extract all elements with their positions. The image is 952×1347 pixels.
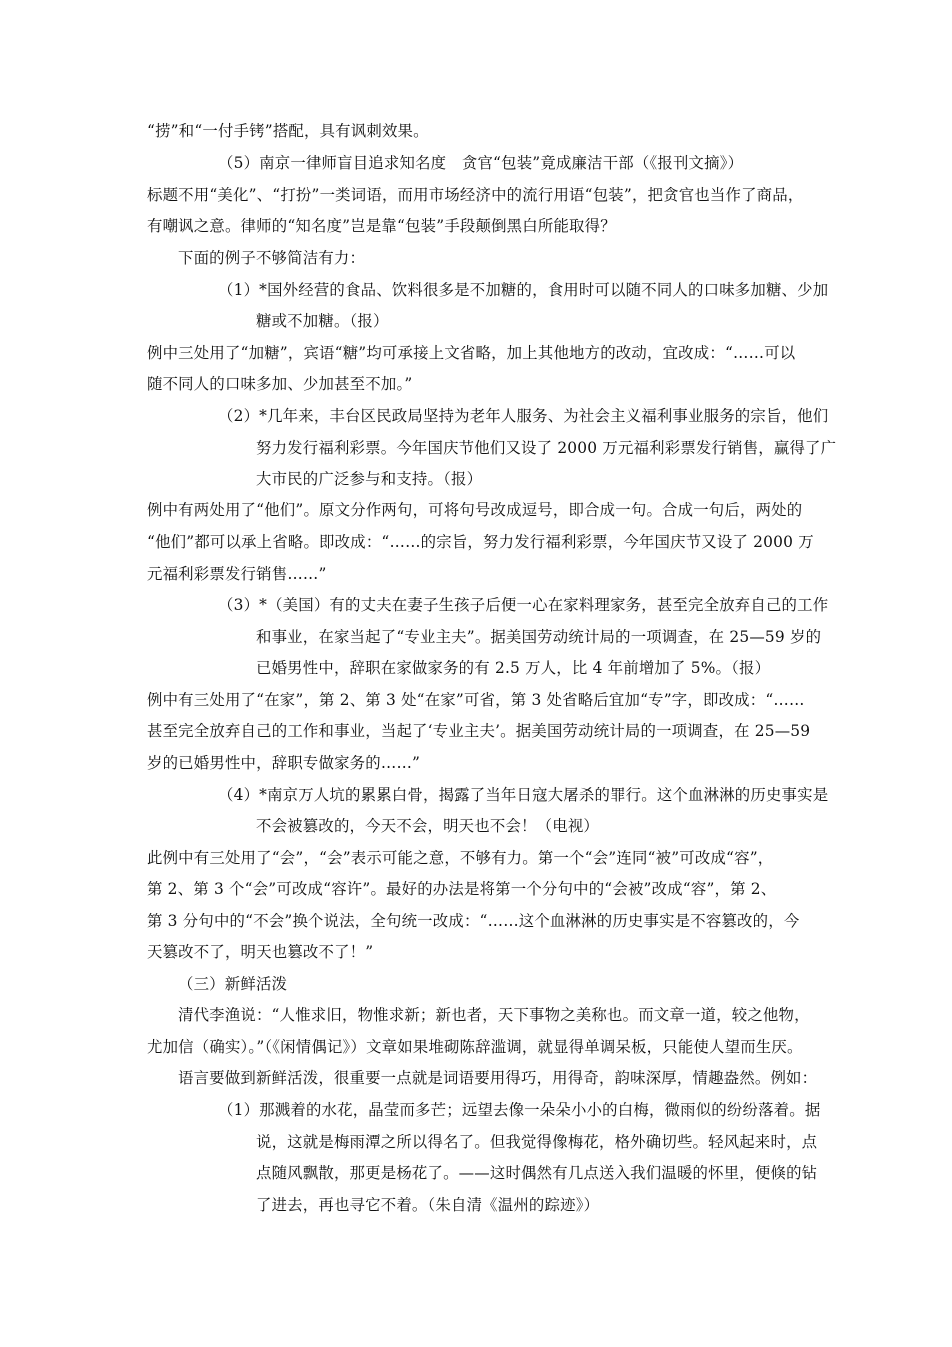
example-line: （1）那溅着的水花，晶莹而多芒；远望去像一朵朵小小的白梅，微雨似的纷纷落着。据 — [218, 1101, 821, 1119]
example-line: 和事业，在家当起了“专业主夫”。据美国劳动统计局的一项调查，在 25—59 岁的 — [256, 628, 822, 646]
example-heading: （5）南京一律师盲目追求知名度 贪官“包装”竟成廉洁干部（《报刊文摘》） — [218, 154, 744, 172]
text-line: 元福利彩票发行销售……” — [147, 565, 327, 583]
text-line: 岁的已婚男性中，辞职专做家务的……” — [147, 754, 421, 772]
text-line: 随不同人的口味多加、少加甚至不加。” — [147, 375, 413, 393]
example-line: 努力发行福利彩票。今年国庆节他们又设了 2000 万元福利彩票发行销售，赢得了广 — [256, 439, 837, 457]
example-line: 了进去，再也寻它不着。（朱自清《温州的踪迹》） — [256, 1196, 600, 1214]
text-line: 天篡改不了，明天也篡改不了！” — [147, 943, 374, 961]
text-line: 甚至完全放弃自己的工作和事业，当起了‘专业主夫’。据美国劳动统计局的一项调查，在 25—59 — [147, 722, 811, 740]
example-line: （4）*南京万人坑的累累白骨，揭露了当年日寇大屠杀的罪行。这个血淋淋的历史事实是 — [218, 786, 829, 804]
example-line: 糖或不加糖。（报） — [256, 312, 389, 330]
example-line: 已婚男性中，辞职在家做家务的有 2.5 万人，比 4 年前增加了 5%。（报） — [256, 659, 771, 677]
example-line: 点随风飘散，那更是杨花了。——这时偶然有几点送入我们温暖的怀里，便倏的钻 — [256, 1164, 818, 1182]
example-line: （1）*国外经营的食品、饮料很多是不加糖的，食用时可以随不同人的口味多加糖、少加 — [218, 281, 829, 299]
paragraph-line: 下面的例子不够简洁有力： — [178, 249, 366, 267]
text-line: “捞”和“一付手铐”搭配，具有讽刺效果。 — [147, 122, 429, 140]
example-line: 不会被篡改的，今天不会，明天也不会！（电视） — [256, 817, 599, 835]
paragraph-line: 语言要做到新鲜活泼，很重要一点就是词语要用得巧，用得奇，韵味深厚，情趣盎然。例如： — [178, 1069, 818, 1087]
text-line: 例中有两处用了“他们”。原文分作两句，可将句号改成逗号，即合成一句。合成一句后，两处的 — [147, 501, 803, 519]
text-line: 标题不用“美化”、“打扮”一类词语，而用市场经济中的流行用语“包装”，把贪官也当作了商品， — [147, 186, 804, 204]
text-line: 有嘲讽之意。律师的“知名度”岂是靠“包装”手段颠倒黑白所能取得？ — [147, 217, 616, 235]
text-line: 尤加信（确实）。”（《闲情偶记》）文章如果堆砌陈辞滥调，就显得单调呆板，只能使人望而生厌。 — [147, 1038, 803, 1056]
section-heading: （三）新鲜活泼 — [178, 975, 288, 993]
text-line: 第 3 分句中的“不会”换个说法，全句统一改成：“……这个血淋淋的历史事实是不容篡改的，今 — [147, 912, 800, 930]
example-line: 大市民的广泛参与和支持。（报） — [256, 470, 483, 488]
text-line: 例中三处用了“加糖”，宾语“糖”均可承接上文省略，加上其他地方的改动，宜改成：“……可以 — [147, 344, 796, 362]
paragraph-line: 清代李渔说：“人惟求旧，物惟求新；新也者，天下事物之美称也。而文章一道，较之他物， — [178, 1006, 810, 1024]
text-line: 第 2、第 3 个“会”可改成“容许”。最好的办法是将第一个分句中的“会被”改成“容”，第 2、 — [147, 880, 777, 898]
example-line: （2）*几年来，丰台区民政局坚持为老年人服务、为社会主义福利事业服务的宗旨，他们 — [218, 407, 829, 425]
example-line: （3）*（美国）有的丈夫在妻子生孩子后便一心在家料理家务，甚至完全放弃自己的工作 — [218, 596, 829, 614]
text-line: 例中有三处用了“在家”，第 2、第 3 处“在家”可省，第 3 处省略后宜加“专”字，即改成：“…… — [147, 691, 805, 709]
text-line: “他们”都可以承上省略。即改成：“……的宗旨，努力发行福利彩票，今年国庆节又设了 2000 万 — [147, 533, 814, 551]
text-line: 此例中有三处用了“会”，“会”表示可能之意，不够有力。第一个“会”连同“被”可改成“容”， — [147, 849, 774, 867]
example-line: 说，这就是梅雨潭之所以得名了。但我觉得像梅花，格外确切些。轻风起来时，点 — [256, 1133, 818, 1151]
